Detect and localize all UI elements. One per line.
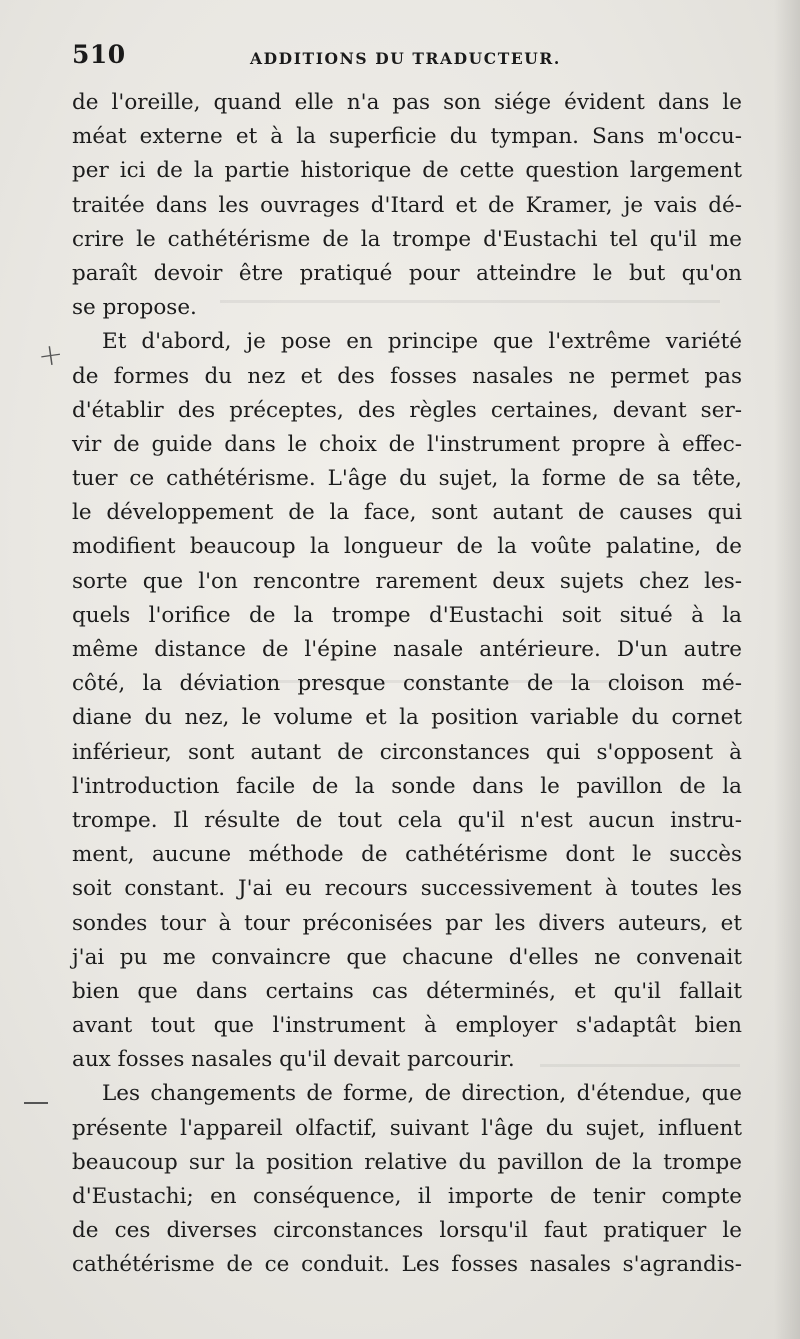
text-line: se propose. [72, 295, 197, 321]
text-line: d'Eustachi; en conséquence, il importe de tenir compte [72, 1184, 742, 1209]
text-line: soit constant. J'ai eu recours successivement à toutes les [72, 876, 742, 902]
text-line: de formes du nez et des fosses nasales ne permet pas [72, 363, 742, 389]
running-head: ADDITIONS DU TRADUCTEUR. [250, 49, 561, 68]
text-line: vir de guide dans le choix de l'instrument propre à effec- [72, 431, 742, 457]
text-line: diane du nez, le volume et la position variable du cornet [72, 705, 742, 731]
text-line: le développement de la face, sont autant de causes qui [72, 500, 742, 526]
page-number: 510 [72, 40, 126, 69]
text-line: cathétérisme de ce conduit. Les fosses nasales s'agrandis- [72, 1252, 742, 1278]
page-edge-shadow [774, 0, 800, 1339]
text-line: d'établir des préceptes, des règles certaines, devant ser- [72, 397, 742, 423]
text-line: paraît devoir être pratiqué pour atteindre le but qu'on [72, 260, 742, 286]
text-line: avant tout que l'instrument à employer s'adaptât bien [72, 1013, 742, 1039]
text-line: aux fosses nasales qu'il devait parcourir. [72, 1047, 515, 1073]
text-line: inférieur, sont autant de circonstances qui s'opposent à [72, 739, 742, 765]
text-line: Et d'abord, je pose en principe que l'extrême variété [102, 329, 742, 355]
text-line: l'introduction facile de la sonde dans le pavillon de la [72, 773, 742, 799]
text-line: crire le cathétérisme de la trompe d'Eustachi tel qu'il me [72, 226, 742, 252]
text-line: de ces diverses circonstances lorsqu'il faut pratiquer le [72, 1218, 742, 1244]
text-line: traitée dans les ouvrages d'Itard et de Kramer, je vais dé- [72, 192, 742, 218]
text-line: per ici de la partie historique de cette question largement [72, 158, 742, 184]
text-line: quels l'orifice de la trompe d'Eustachi soit situé à la [72, 602, 742, 628]
text-line: présente l'appareil olfactif, suivant l'âge du sujet, influent [72, 1115, 742, 1141]
margin-dash-mark [24, 1102, 48, 1104]
body-text [72, 86, 742, 1283]
text-line: sorte que l'on rencontre rarement deux sujets chez les- [72, 568, 742, 594]
text-line: sondes tour à tour préconisées par les divers auteurs, et [72, 910, 742, 936]
text-line: côté, la déviation presque constante de la cloison mé- [72, 671, 742, 697]
text-line: même distance de l'épine nasale antérieure. D'un autre [72, 637, 742, 662]
text-line: bien que dans certains cas déterminés, et qu'il fallait [72, 978, 742, 1004]
text-line: beaucoup sur la position relative du pavillon de la trompe [72, 1149, 742, 1175]
page-header [72, 40, 752, 80]
text-line: de l'oreille, quand elle n'a pas son siége évident dans le [72, 90, 742, 115]
text-line: tuer ce cathétérisme. L'âge du sujet, la forme de sa tête, [72, 466, 742, 492]
text-line: méat externe et à la superficie du tympan. Sans m'occu- [72, 124, 742, 150]
text-line: modifient beaucoup la longueur de la voûte palatine, de [72, 534, 742, 560]
text-line: j'ai pu me convaincre que chacune d'elles ne convenait [72, 944, 742, 970]
text-line: Les changements de forme, de direction, d'étendue, que [102, 1081, 742, 1107]
margin-plus-mark: + [35, 336, 66, 375]
text-line: trompe. Il résulte de tout cela qu'il n'est aucun instru- [72, 807, 742, 833]
text-line: ment, aucune méthode de cathétérisme dont le succès [72, 842, 742, 868]
